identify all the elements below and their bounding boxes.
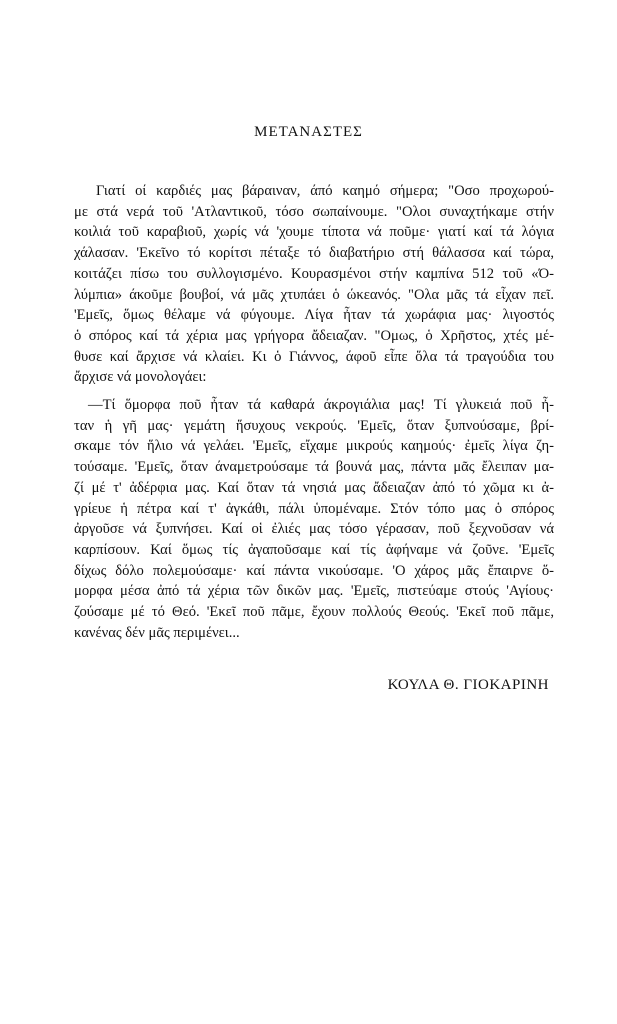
text-line: κανένας δέν μᾶς περιμένει... — [74, 624, 240, 641]
author-signature: ΚΟΥΛΑ Θ. ΓΙΟΚΑΡΙΝΗ — [387, 677, 549, 693]
text-line: τούσαμε. 'Εμεῖς, ὅταν άναμετρούσαμε τά βουνά μας, πάντα μᾶς ἔλειπαν μα- — [74, 459, 554, 476]
text-line: ἀργοῦσε νά ξυπνήσει. Καί οἱ ἐλιές μας τόσο γέρασαν, ποῦ ξεχνοῦσαν νά — [74, 521, 554, 538]
text-line: γρίευε ἡ πέτρα καί τ' ἀγκάθι, πάλι ὑπομέναμε. Στόν τόπο μας ὁ σπόρος — [74, 500, 554, 517]
text-line: ὁ σπόρος καί τά χέρια μας γρήγορα ἄδειαζαν. "Ομως, ὁ Χρῆστος, χτές μέ- — [74, 327, 554, 344]
text-line: σκαμε τόν ἥλιο νά γελάει. 'Εμεῖς, εἴχαμε μικρούς καημούς· ἐμεῖς λίγα ζη- — [74, 438, 554, 455]
paragraph-1 — [74, 181, 554, 388]
text-line: ζούσαμε μέ τό Θεό. 'Εκεῖ ποῦ πᾶμε, ἔχουν πολλούς Θεούς. 'Εκεῖ ποῦ πᾶμε, — [74, 604, 554, 621]
text-line: δίχως δόλο πολεμούσαμε· καί πάντα νικούσαμε. 'Ο χάρος μᾶς ἔπαιρνε ὅ- — [74, 562, 554, 579]
text-line: ταν ἡ γῆ μας· γεμάτη ἥσυχους νεκρούς. 'Εμεῖς, ὅταν ξυπνούσαμε, βρί- — [74, 417, 554, 434]
page-title: ΜΕΤΑΝΑΣΤΕΣ — [254, 124, 363, 140]
text-line: 'Εμεῖς, ὅμως θέλαμε νά φύγουμε. Λίγα ἦταν τά χωράφια μας· λιγοστός — [74, 307, 554, 324]
text-line: —Τί ὅμορφα ποῦ ἦταν τά καθαρά άκρογιάλια μας! Τί γλυκειά ποῦ ἦ- — [88, 397, 554, 414]
text-line: με στά νερά τοῦ 'Ατλαντικοῦ, τόσο σωπαίνουμε. "Ολοι συναχτήκαμε στήν — [74, 203, 554, 220]
text-line: καρπίσουν. Καί ὅμως τίς ἀγαποῦσαμε καί τίς ἀφήναμε νά ζοῦνε. 'Εμεῖς — [74, 541, 554, 558]
paragraph-2 — [74, 395, 554, 643]
text-line: κοιτάζει πίσω του συλλογισμένο. Κουρασμένοι στήν καμπίνα 512 τοῦ «Ό- — [74, 265, 554, 282]
text-line: μορφα μέσα ἀπό τά χέρια τῶν δικῶν μας. 'Εμεῖς, πιστεύαμε στούς 'Αγίους· — [74, 583, 554, 600]
text-line: Γιατί οί καρδιές μας βάραιναν, άπό καημό σήμερα; "Οσο προχωρού- — [96, 183, 554, 199]
text-line: κοιλιά τοῦ καραβιοῦ, χωρίς νά 'χουμε τίποτα νά ποῦμε· γιατί καί τά λόγια — [74, 224, 554, 241]
text-line: λύμπια» άκοῦμε βουβοί, νά μᾶς χτυπάει ὁ ώκεανός. "Ολα μᾶς τά εἶχαν πεῖ. — [74, 286, 554, 303]
text-line: χάλασαν. 'Εκεῖνο τό κορίτσι πέταξε τό διαβατήριο στή θάλασσα καί τώρα, — [74, 245, 554, 262]
text-line: ἄρχισε νά μονολογάει: — [74, 369, 207, 386]
text-line: ζί μέ τ' ἀδέρφια μας. Καί ὅταν τά νησιά μας ἄδειαζαν ἀπό τό χῶμα κι ἀ- — [74, 479, 554, 496]
text-line: θυσε καί ἄρχισε νά κλαίει. Κι ὁ Γιάννος, άφοῦ εἶπε ὅλα τά τραγούδια του — [74, 348, 554, 365]
body-text — [74, 181, 554, 643]
